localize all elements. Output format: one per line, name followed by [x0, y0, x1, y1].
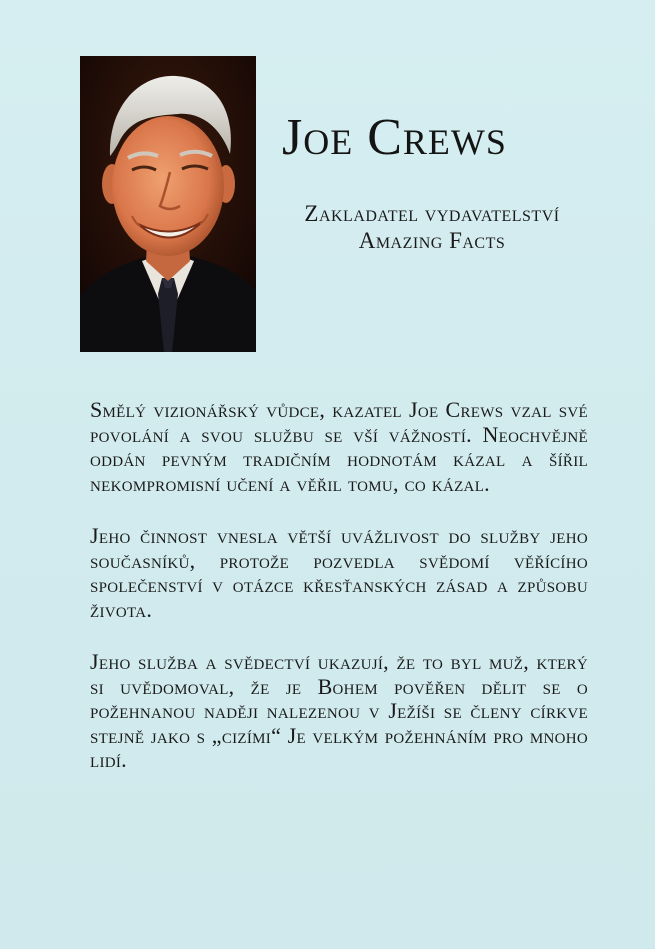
subtitle-line-1: Zakladatel vydavatelství	[304, 201, 560, 226]
author-photo	[80, 56, 256, 352]
author-name: Joe Crews	[282, 109, 507, 166]
bio-paragraph-3: Jeho služba a svědectví ukazují, že to byl muž, který si uvědomoval, že je Bohem pověřen dělit se o požehnanou naději nalezenou v Ježíši se členy církve stejně jako s „cizími“ Je velkým požehnáním pro mnoho lidí.	[90, 649, 588, 772]
bio-paragraph-1: Smělý vizionářský vůdce, kazatel Joe Crews vzal své povolání a svou službu se vší vážností. Neochvějně oddán pevným tradičním hodnotám kázal a šířil nekompromisní učení a věřil tomu, co kázal.	[90, 397, 588, 496]
author-biography	[90, 398, 588, 801]
bio-paragraph-2: Jeho činnost vnesla větší uvážlivost do služby jeho současníků, protože pozvedla svědomí věřícího společenství v otázce křesťanských zásad a způsobu života.	[90, 523, 588, 622]
subtitle-line-2: Amazing Facts	[358, 228, 506, 253]
author-subtitle	[262, 200, 602, 254]
